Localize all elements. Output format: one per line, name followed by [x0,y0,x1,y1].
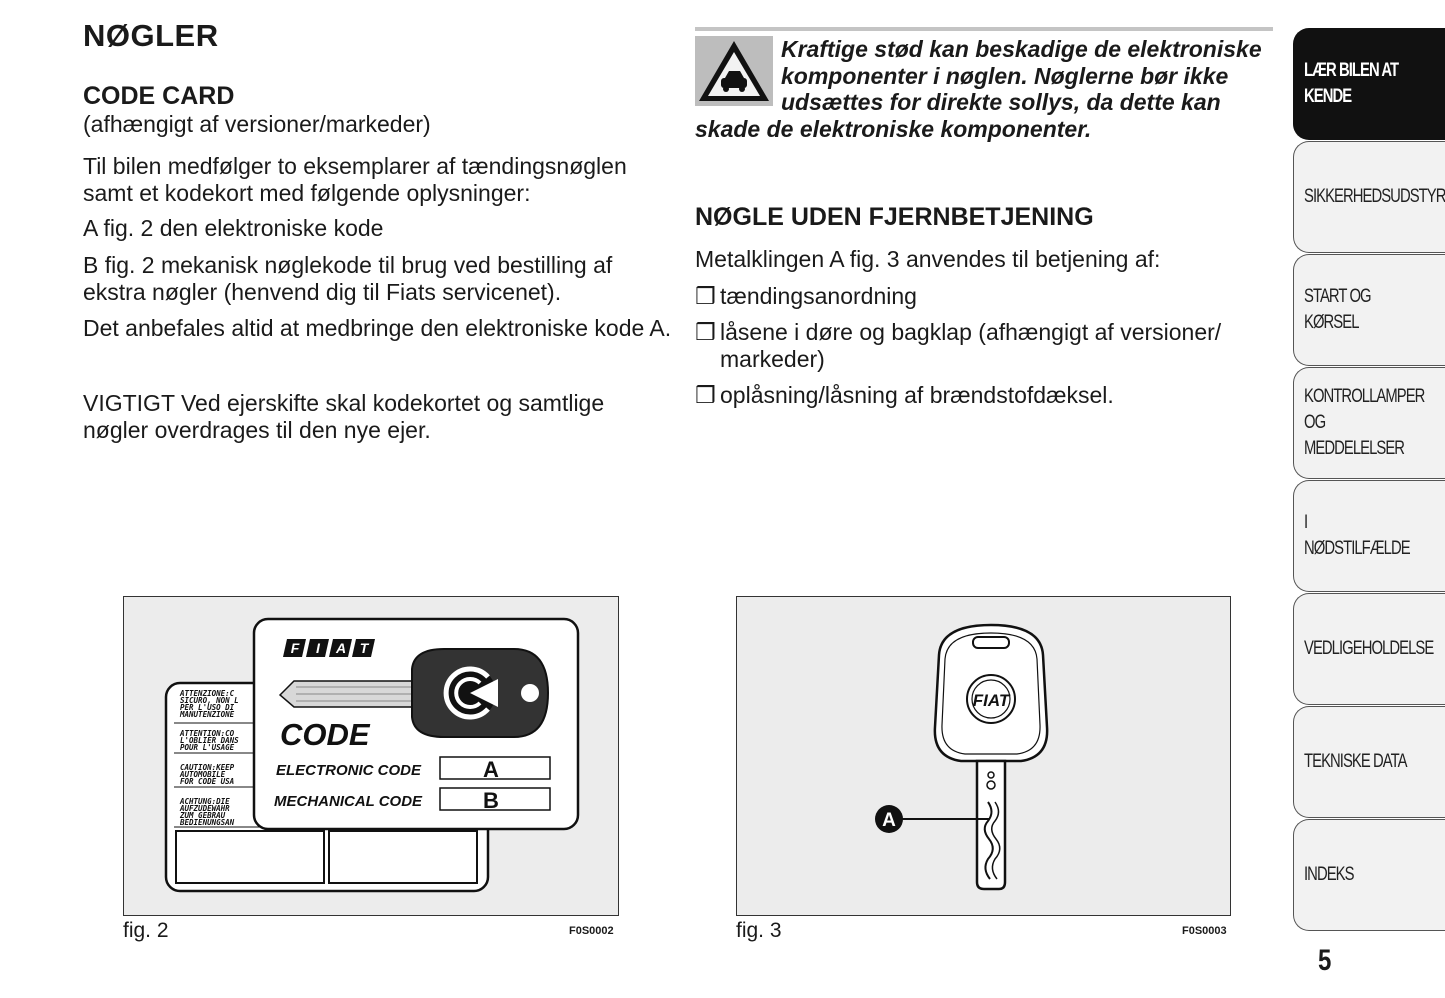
back-card-text: FOR CODE USA [180,777,235,786]
fiat-key-logo: FIAT [972,691,1010,710]
figure-3-key [736,596,1231,916]
list-item [695,319,1265,372]
figure-3-caption: fig. 3 [736,919,782,942]
back-card-text: ZUM GEBRAU [180,811,226,820]
warning-text [695,36,1265,142]
tab-sikkerhedsudstyr[interactable]: SIKKERHEDSUDSTYR [1293,141,1445,253]
paragraph-code-a: A fig. 2 den elektroniske kode [83,215,384,241]
paragraph-code-b: B fig. 2 mekanisk nøglekode til brug ved bestilling af ekstra nøgler (henvend dig til Fiats servicenet). [83,252,613,305]
paragraph-important: VIGTIGT Ved ejerskifte skal kodekortet og samtlige nøgler overdrages til den nye ejer. [83,390,605,443]
back-card-text: BEDIENUNGSAN [180,818,235,827]
back-card-text: POUR L'USAGE [180,743,235,752]
back-card-text: ATTENZIONE:C [180,689,235,698]
electronic-code-label: ELECTRONIC CODE [276,762,422,779]
mechanical-code-value: B [483,788,499,813]
paragraph-blade-intro: Metalklingen A fig. 3 anvendes til betjening af: [695,246,1161,272]
tab-kontrollamper[interactable]: KONTROLLAMPER OG MEDDELELSER [1293,367,1445,479]
tab-tekniske-data[interactable]: TEKNISKE DATA [1293,706,1445,818]
tab-start-og-koersel[interactable]: START OG KØRSEL [1293,254,1445,366]
tab-vedligeholdelse[interactable]: VEDLIGEHOLDELSE [1293,593,1445,705]
section-subtitle: (afhængigt af versioner/markeder) [83,111,431,137]
list-item-text: låsene i døre og bagklap (afhængigt af versioner/ markeder) [720,319,1222,372]
warning-message: Kraftige stød kan beskadige de elektroniske komponenter i nøglen. Nøglerne bør ikke udsættes for direkte sollys, da dette kan skade de elektroniske komponenter. [695,36,1262,142]
list-item-text: tændingsanordning [720,283,917,309]
warning-divider [695,27,1273,31]
back-card-text: CAUTION:KEEP [180,763,235,772]
svg-text:F: F [290,640,300,656]
figure-2-caption: fig. 2 [123,919,169,942]
key-illustration [737,597,1232,917]
mechanical-code-label: MECHANICAL CODE [274,793,423,810]
svg-text:T: T [359,640,369,656]
tab-laer-bilen-at-kende[interactable]: LÆR BILEN AT KENDE [1293,28,1445,140]
back-card-text: L'OBLIER DANS [180,736,239,745]
back-card-text: PER L'USO DI [180,703,235,712]
section-title-code-card: CODE CARD [83,82,235,110]
figure-3-code: F0S0003 [1182,925,1227,937]
page-number: 5 [1318,944,1332,977]
back-card-text: ACHTUNG:DIE [180,797,230,806]
card-title: CODE [280,717,370,752]
tab-indeks[interactable]: INDEKS [1293,819,1445,931]
code-card-illustration [124,597,620,917]
list-item [695,382,1265,409]
paragraph-recommendation: Det anbefales altid at medbringe den elektroniske kode A. [83,315,672,341]
svg-text:I: I [316,640,320,656]
checkbox-bullet-icon: ❒ [695,283,716,309]
back-card-text: SICURO, NON L [180,696,239,705]
tab-i-noedstilfaelde[interactable]: I NØDSTILFÆLDE [1293,480,1445,592]
list-item [695,283,1265,310]
section-title-key: NØGLE UDEN FJERNBETJENING [695,203,1094,231]
page-title: NØGLER [83,18,219,53]
svg-text:A: A [335,640,347,656]
checkbox-bullet-icon: ❒ [695,319,716,345]
checkbox-bullet-icon: ❒ [695,382,716,408]
figure-2-code: F0S0002 [569,925,614,937]
back-card-text: AUFZUDEWAHR [180,804,230,813]
paragraph-intro: Til bilen medfølger to eksemplarer af tændingsnøglen samt et kodekort med følgende oplysninger: [83,153,627,206]
figure-2-code-card [123,596,619,916]
callout-label: A [882,810,896,831]
back-card-text: MANUTENZIONE [180,710,235,719]
electronic-code-value: A [483,757,499,782]
back-card-text: AUTOMOBILE [180,770,226,779]
list-item-text: oplåsning/låsning af brændstofdæksel. [720,382,1114,408]
back-card-text: ATTENTION:CO [180,729,235,738]
